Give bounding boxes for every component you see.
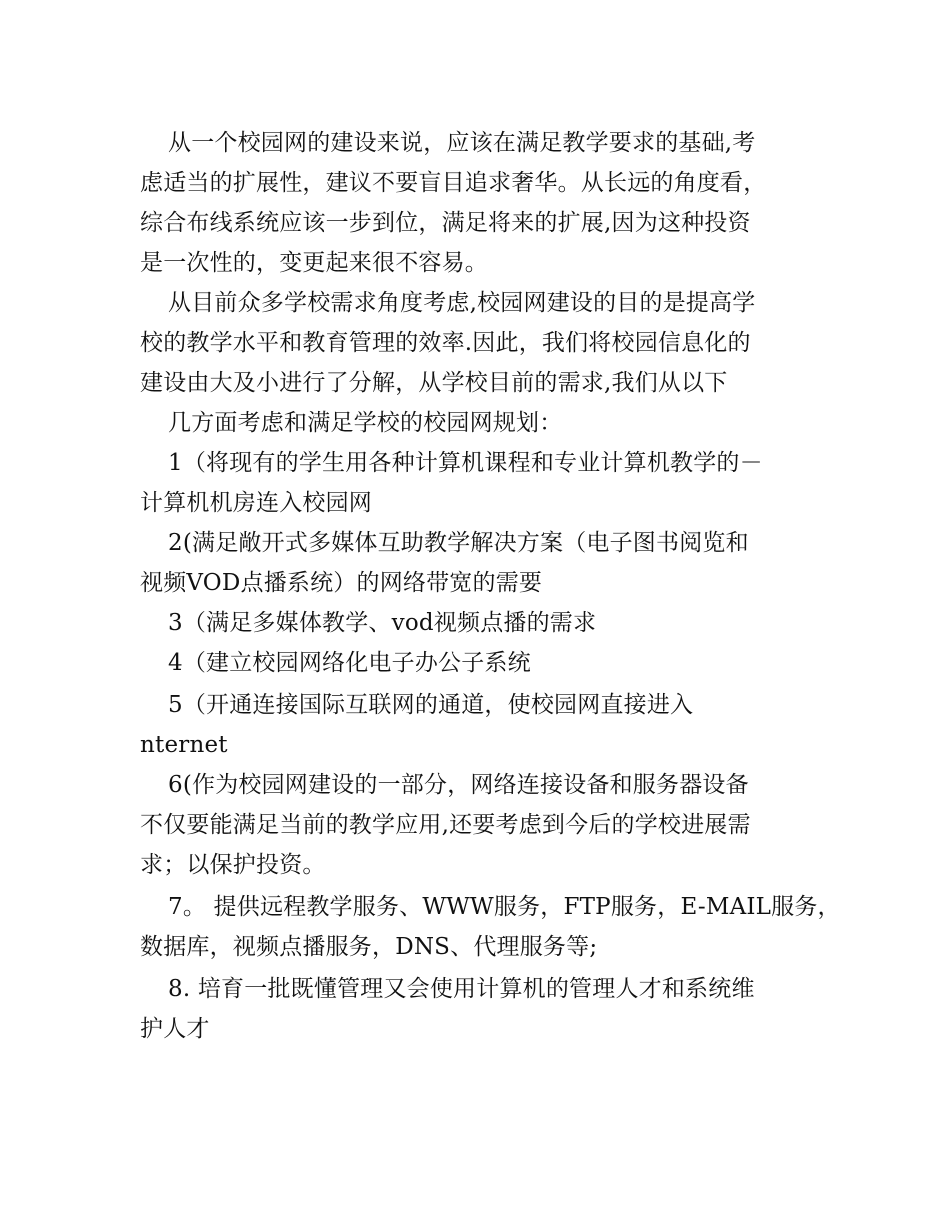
list-item: 3（满足多媒体教学、vod视频点播的需求 [168,610,597,636]
text-line: 综合布线系统应该一步到位，满足将来的扩展,因为这种投资 [140,210,751,236]
list-item-continuation: nternet [140,732,228,758]
text-line: 几方面考虑和满足学校的校园网规划： [168,410,563,436]
list-item: 8. 培育一批既懂管理又会使用计算机的管理人才和系统维 [168,976,755,1002]
text-line: 校的教学水平和教育管理的效率.因此，我们将校园信息化的 [140,330,751,356]
list-item-continuation: 计算机机房连入校园网 [140,490,372,516]
list-item-continuation: 数据库，视频点播服务，DNS、代理服务等; [140,934,598,960]
list-item: 2(满足敞开式多媒体互助教学解决方案（电子图书阅览和 [168,530,749,556]
list-item-continuation: 不仅要能满足当前的教学应用,还要考虑到今后的学校进展需 [140,812,751,838]
list-item: 5（开通连接国际互联网的通道，使校园网直接进入 [168,692,694,718]
text-line: 从一个校园网的建设来说，应该在满足教学要求的基础,考 [168,130,756,156]
list-item: 6(作为校园网建设的一部分，网络连接设备和服务器设备 [168,772,749,798]
text-line: 从目前众多学校需求角度考虑,校园网建设的目的是提高学 [168,290,756,316]
list-item: 7。 提供远程教学服务、WWW服务，FTP服务，E-MAIL服务， [168,894,841,920]
list-item: 4（建立校园网络化电子办公子系统 [168,650,531,676]
list-item-continuation: 求；以保护投资。 [140,852,326,878]
list-item: 1（将现有的学生用各种计算机课程和专业计算机教学的－ [168,450,763,476]
text-line: 建设由大及小进行了分解，从学校目前的需求,我们从以下 [140,370,728,396]
list-item-continuation: 视频VOD点播系统）的网络带宽的需要 [140,570,543,596]
text-line: 是一次性的，变更起来很不容易。 [140,250,488,276]
list-item-continuation: 护人才 [140,1016,210,1042]
text-line: 虑适当的扩展性，建议不要盲目追求奢华。从长远的角度看， [140,170,767,196]
